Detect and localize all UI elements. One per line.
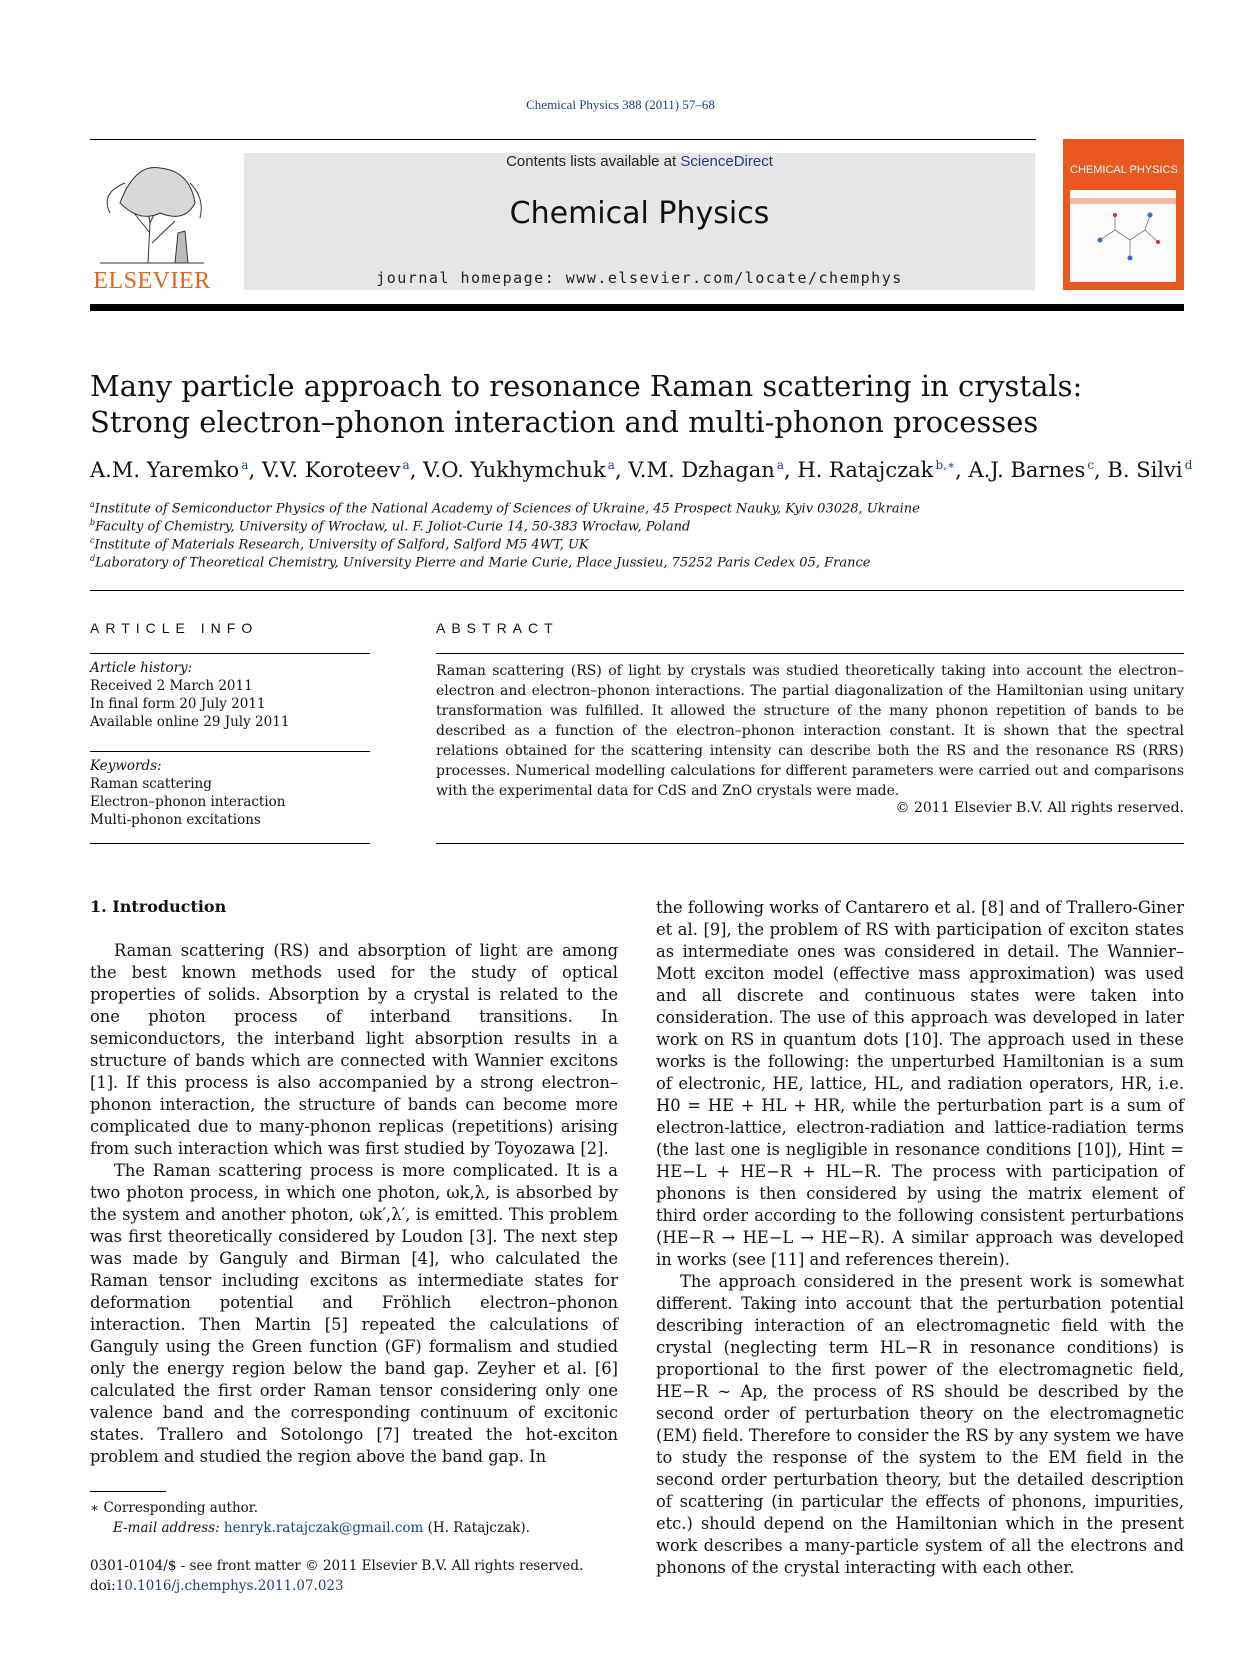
author-affiliation-marker[interactable]: a	[776, 458, 785, 472]
affiliation-key: d	[90, 554, 96, 563]
affiliation-key: c	[90, 536, 95, 545]
article-title: Many particle approach to resonance Raman scattering in crystals: Strong electron–phonon interaction and multi-phonon processes	[90, 369, 1083, 439]
affiliation-key: b	[90, 518, 96, 527]
doi-link[interactable]: 10.1016/j.chemphys.2011.07.023	[115, 1578, 344, 1594]
keyword: Raman scattering	[90, 776, 212, 792]
contents-prefix: Contents lists available at	[506, 153, 681, 170]
affiliation	[90, 518, 1184, 534]
keyword: Multi-phonon excitations	[90, 812, 261, 828]
contents-line	[244, 153, 1035, 170]
corresponding-author-note: ∗ Corresponding author.	[90, 1500, 259, 1516]
header-top-rule	[90, 139, 1036, 140]
author-name[interactable]: H. Ratajczak	[797, 458, 934, 482]
abstract-rule	[436, 843, 1184, 844]
author-affiliation-marker[interactable]: a	[402, 458, 410, 472]
info-rule	[90, 751, 370, 752]
journal-name: Chemical Physics	[509, 196, 770, 231]
info-rule	[90, 653, 370, 654]
keywords-label: Keywords:	[90, 758, 162, 774]
journal-homepage	[244, 269, 1035, 287]
email-link[interactable]: henryk.ratajczak@gmail.com	[223, 1520, 424, 1536]
body-paragraph: The approach considered in the present work is somewhat different. Taking into account that the perturbation potential describing interaction of an electromagnetic field with the crystal (neglecting term HL−R in resonance conditions) is proportional to the first power of the electromagnetic field, HE−R ∼ Ap, the process of RS should be described by the second order of perturbation theory on the electromagnetic (EM) field. Therefore to consider the RS by any system we have to study the response of the system to the EM field in the second order perturbation theory, but the detailed description of scattering (in particular the effects of phonons, impurities, etc.) should depend on the Hamiltonian which in the present work describes a many-particle system of all the electrons and phonons of the crystal interacting with each other.	[656, 1272, 1184, 1577]
abstract-copyright: © 2011 Elsevier B.V. All rights reserved.	[895, 800, 1184, 816]
doi-prefix: doi:	[90, 1578, 116, 1594]
author-affiliation-marker[interactable]: a	[607, 458, 615, 472]
section-heading: 1. Introduction	[90, 897, 227, 916]
author-list: A.M. Yaremko $^a$, V.V. Koroteev $^a$, V.O. Yukhymchuk $^a$, V.M. Dzhagan $^a$, H. Ratajczak $^{b,∗}$, A.J. Barnes $^c$, B. Silvi $^d$	[90, 458, 1193, 482]
email-note	[113, 1520, 530, 1536]
doi-line	[90, 1578, 344, 1594]
cover-title: CHEMICAL PHYSICS	[1070, 164, 1178, 176]
author-name[interactable]: A.M. Yaremko	[90, 458, 240, 482]
keyword: Electron–phonon interaction	[90, 794, 286, 810]
cover-molecule-image-icon	[1070, 190, 1176, 282]
abstract-rule	[436, 653, 1184, 654]
history-received: Received 2 March 2011	[90, 678, 253, 694]
affiliation-text: Institute of Materials Research, University of Salford, Salford M5 4WT, UK	[94, 537, 589, 553]
journal-reference[interactable]: Chemical Physics 388 (2011) 57–68	[526, 97, 715, 112]
affiliation-text: Laboratory of Theoretical Chemistry, University Pierre and Marie Curie, Place Jussieu, 75252 Paris Cedex 05, France	[95, 555, 871, 571]
author-name[interactable]: B. Silvi	[1107, 458, 1183, 482]
body-column-right	[656, 897, 1184, 1579]
homepage-prefix: journal homepage:	[376, 269, 566, 287]
info-rule	[90, 843, 370, 844]
sciencedirect-link[interactable]: ScienceDirect	[680, 153, 773, 170]
affiliation	[90, 536, 1184, 552]
author-name[interactable]: V.O. Yukhymchuk	[423, 458, 606, 482]
author-name[interactable]: A.J. Barnes	[968, 458, 1086, 482]
affiliation	[90, 554, 1184, 570]
email-suffix: (H. Ratajczak).	[423, 1520, 530, 1536]
affiliation-text: Faculty of Chemistry, University of Wrocław, ul. F. Joliot-Curie 14, 50-383 Wrocław, Poland	[95, 519, 691, 535]
section-divider	[90, 590, 1184, 591]
history-final-form: In final form 20 July 2011	[90, 696, 266, 712]
homepage-link[interactable]: www.elsevier.com/locate/chemphys	[565, 269, 903, 287]
keywords-block	[90, 757, 370, 829]
affiliation-text: Institute of Semiconductor Physics of the National Academy of Sciences of Ukraine, 45 Prospect Nauky, Kyiv 03028, Ukraine	[94, 501, 920, 517]
article-history	[90, 659, 370, 731]
front-matter-line: 0301-0104/$ - see front matter © 2011 Elsevier B.V. All rights reserved.	[90, 1558, 584, 1574]
article-info-heading: ARTICLE INFO	[90, 620, 259, 636]
publisher-logo-text: ELSEVIER	[93, 268, 211, 294]
body-paragraph: The Raman scattering process is more complicated. It is a two photon process, in which one photon, ωk,λ, is absorbed by the system and another photon, ωk′,λ′, is emitted. This problem was first theoretically considered by Loudon [3]. The next step was made by Ganguly and Birman [4], who calculated the Raman tensor including excitons as intermediate states for deformation potential and Fröhlich electron–phonon interaction. Then Martin [5] repeated the calculations of Ganguly using the Green function (GF) formalism and studied only the energy region below the band gap. Zeyher et al. [6] calculated the first order Raman tensor considering only one valence band and the corresponding continuum of excitonic states. Trallero and Sotolongo [7] treated the hot-exciton problem and studied the region above the band gap. In	[90, 1161, 618, 1466]
author-affiliation-marker[interactable]: a	[241, 458, 249, 472]
affiliation	[90, 500, 1184, 516]
author-affiliation-marker[interactable]: d	[1184, 458, 1193, 472]
history-online: Available online 29 July 2011	[90, 714, 290, 730]
author-name[interactable]: V.M. Dzhagan	[628, 458, 775, 482]
footnote-rule	[90, 1491, 166, 1492]
author-affiliation-marker[interactable]: c	[1087, 458, 1095, 472]
history-label: Article history:	[90, 660, 193, 676]
body-paragraph: the following works of Cantarero et al. [8] and of Trallero-Giner et al. [9], the problem of RS with participation of exciton states as intermediate ones was considered in detail. The Wannier–Mott exciton model (effective mass approximation) was used and all discrete and continuous states were taken into consideration. The use of this approach was developed in later work on RS in quantum dots [10]. The approach used in these works is the following: the unperturbed Hamiltonian is a sum of electronic, HE, lattice, HL, and radiation operators, HR, i.e. H0 = HE + HL + HR, while the perturbation part is a sum of electron-lattice, electron-radiation and lattice-radiation terms (the last one is negligible in resonance conditions [10]), Hint = HE−L + HE−R + HL−R. The process with participation of phonons is then considered by using the matrix element of third order according to the following consistent perturbations (HE−R → HE−L → HE−R). A similar approach was developed in works (see [11] and references therein).	[656, 898, 1184, 1269]
affiliation-key: a	[90, 500, 95, 509]
email-label: E-mail address:	[113, 1520, 224, 1536]
abstract-text: Raman scattering (RS) of light by crystals was studied theoretically taking into account the electron–electron and electron–phonon interactions. The partial diagonalization of the Hamiltonian using unitary transformation was fulfilled. It allowed the structure of the many phonon repetition of bands to be described as a function of the electron–phonon interaction constant. It is shown that the spectral relations obtained for the scattering intensity can describe both the RS and the resonance RS (RRS) processes. Numerical modelling calculations for different parameters were carried out and comparisons with the experimental data for CdS and ZnO crystals were made.	[436, 663, 1184, 799]
author-affiliation-marker[interactable]: b,∗	[935, 458, 956, 472]
header-bottom-rule	[90, 304, 1184, 311]
body-paragraph: Raman scattering (RS) and absorption of light are among the best known methods used for the study of optical properties of solids. Absorption by a crystal is related to the one photon process of interband transitions. In semiconductors, the interband light absorption results in a structure of bands which are connected with Wannier excitons [1]. If this process is also accompanied by a strong electron–phonon interaction, the structure of bands can become more complicated due to many-phonon replicas (repetitions) arising from such interaction which was first studied by Toyozawa [2].	[90, 941, 618, 1158]
abstract-heading: ABSTRACT	[436, 620, 559, 636]
author-name[interactable]: V.V. Koroteev	[261, 458, 401, 482]
body-column-left	[90, 940, 618, 1468]
